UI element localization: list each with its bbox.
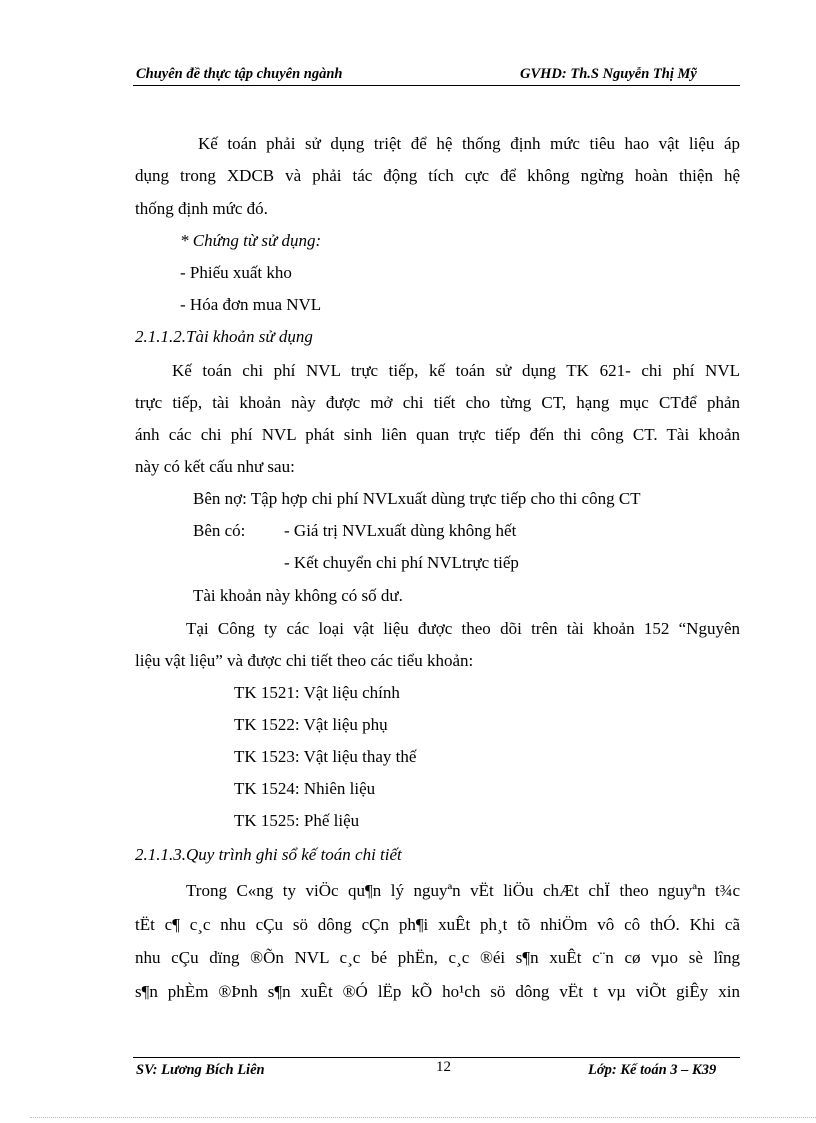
body-line-8: Kế toán chi phí NVL trực tiếp, kế toán sử dụng TK 621- chi phí NVL: [172, 361, 740, 380]
footer-rule: [133, 1057, 740, 1058]
body-line-17: liệu vật liệu” và được chi tiết theo các tiểu khoản:: [135, 651, 474, 670]
body-line-27: s¶n phÈm ®Þnh s¶n xuÊt ®Ó lËp kÕ ho¹ch sö dông vËt t vµ viÕt giÊy xin: [135, 982, 740, 1001]
body-line-25: tËt c¶ c¸c nhu cÇu sö dông cÇn ph¶i xuÊt ph¸t tõ nhiÖm vô cô thÓ. Khi cã: [135, 915, 740, 934]
footer-student: SV: Lương Bích Liên: [136, 1062, 265, 1078]
body-line-26: nhu cÇu dïng ®Õn NVL c¸c bé phËn, c¸c ®éi s¶n xuÊt c¨n cø vµo sè lîng: [135, 948, 740, 967]
body-line-14: - Kết chuyển chi phí NVLtrực tiếp: [284, 553, 519, 572]
body-line-6: - Hóa đơn mua NVL: [180, 295, 322, 314]
header-advisor: GVHD: Th.S Nguyễn Thị Mỹ: [520, 66, 697, 82]
body-line-3: thống định mức đó.: [135, 199, 268, 218]
account-1522: TK 1522: Vật liệu phụ: [234, 715, 388, 734]
account-1523: TK 1523: Vật liệu thay thế: [234, 747, 417, 766]
body-line-11: này có kết cấu như sau:: [135, 457, 295, 476]
section-heading-2-1-1-2: 2.1.1.2.Tài khoản sử dụng: [135, 327, 313, 346]
body-line-13-label: Bên có:: [193, 521, 246, 540]
section-heading-2-1-1-3: 2.1.1.3.Quy trình ghi sổ kế toán chi tiết: [135, 845, 402, 864]
page-bottom-dotted-line: [30, 1117, 816, 1118]
body-line-16: Tại Công ty các loại vật liệu được theo dõi trên tài khoản 152 “Nguyên: [186, 619, 740, 638]
body-line-10: ánh các chi phí NVL phát sinh liên quan trực tiếp đến thi công CT. Tài khoản: [135, 425, 740, 444]
body-line-15: Tài khoản này không có số dư.: [193, 586, 403, 605]
body-line-13-value: - Giá trị NVLxuất dùng không hết: [284, 521, 517, 540]
body-line-24: Trong C«ng ty viÖc qu¶n lý nguyªn vËt liÖu chÆt chÏ theo nguyªn t¾c: [186, 881, 740, 900]
body-line-1: Kế toán phải sử dụng triệt để hệ thống định mức tiêu hao vật liệu áp: [198, 134, 740, 153]
body-line-12: Bên nợ: Tập hợp chi phí NVLxuất dùng trực tiếp cho thi công CT: [193, 489, 641, 508]
account-1524: TK 1524: Nhiên liệu: [234, 779, 376, 798]
account-1521: TK 1521: Vật liệu chính: [234, 683, 400, 702]
body-line-4: * Chứng từ sử dụng:: [180, 231, 322, 250]
body-line-2: dụng trong XDCB và phải tác động tích cực để không ngừng hoàn thiện hệ: [135, 166, 740, 185]
header-rule: [133, 85, 740, 86]
header-title: Chuyên đề thực tập chuyên ngành: [136, 66, 343, 82]
page-number: 12: [436, 1059, 451, 1075]
footer-class: Lớp: Kế toán 3 – K39: [588, 1062, 717, 1078]
body-line-9: trực tiếp, tài khoản này được mở chi tiết cho từng CT, hạng mục CTđể phản: [135, 393, 740, 412]
account-1525: TK 1525: Phế liệu: [234, 811, 360, 830]
body-line-5: - Phiếu xuất kho: [180, 263, 292, 282]
